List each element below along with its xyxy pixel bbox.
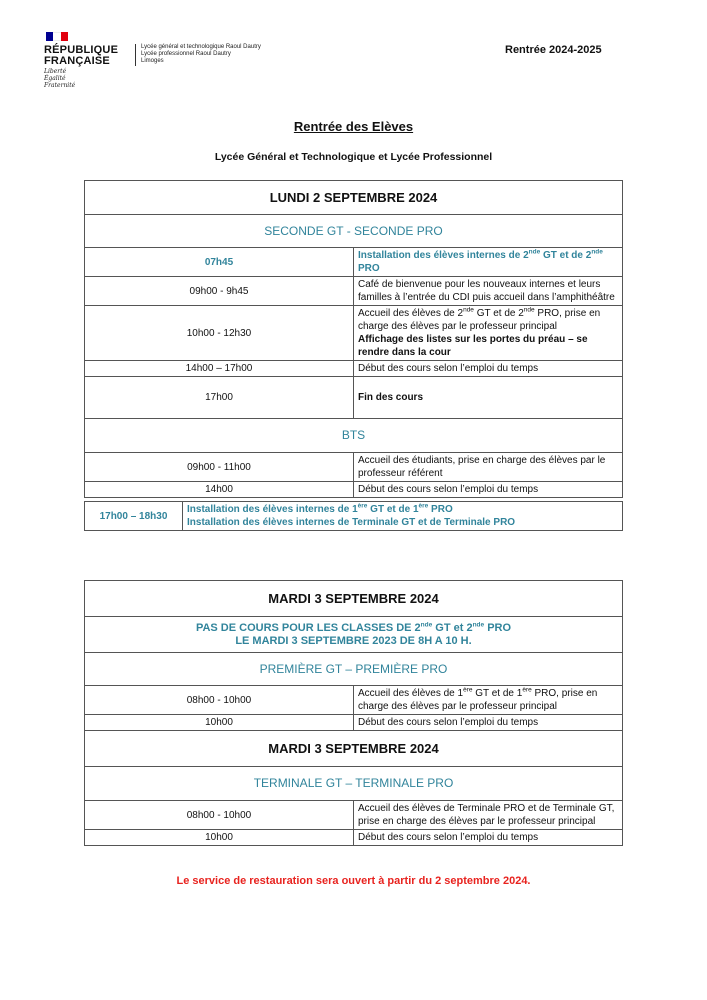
school-year: Rentrée 2024-2025 [505, 44, 602, 56]
activity-cell: Accueil des élèves de 1ère GT et de 1ère PRO, prise en charge des élèves par le professeur principal [354, 686, 623, 715]
table-row [85, 731, 623, 767]
tuesday-schedule-table [84, 580, 623, 846]
day-header: MARDI 3 SEPTEMBRE 2024 [85, 731, 623, 767]
time-cell: 10h00 [85, 830, 354, 846]
school-name: Lycée général et technologique Raoul Dautry Lycée professionnel Raoul Dautry Limoges [141, 44, 261, 64]
time-cell: 09h00 - 11h00 [85, 453, 354, 482]
table-row [85, 181, 623, 215]
activity-cell: Début des cours selon l’emploi du temps [354, 361, 623, 377]
time-cell: 10h00 - 12h30 [85, 306, 354, 361]
time-cell: 17h00 [85, 377, 354, 419]
time-cell: 09h00 - 9h45 [85, 277, 354, 306]
activity-cell: Accueil des étudiants, prise en charge des élèves par le professeur référent [354, 453, 623, 482]
time-cell: 07h45 [85, 248, 354, 277]
activity-cell: Installation des élèves internes de 2nde GT et de 2nde PRO [354, 248, 623, 277]
table-row [85, 453, 623, 482]
time-cell: 14h00 – 17h00 [85, 361, 354, 377]
section-header: SECONDE GT - SECONDE PRO [85, 215, 623, 248]
table-row [85, 801, 623, 830]
table-row [85, 502, 623, 531]
table-row [85, 248, 623, 277]
restaurant-notice: Le service de restauration sera ouvert à partir du 2 septembre 2024. [176, 875, 531, 887]
table-row [85, 419, 623, 453]
section-header: TERMINALE GT – TERMINALE PRO [85, 767, 623, 801]
table-row [85, 277, 623, 306]
no-class-notice: PAS DE COURS POUR LES CLASSES DE 2nde GT et 2nde PRO LE MARDI 3 SEPTEMBRE 2023 DE 8H A 10 H. [85, 617, 623, 653]
activity-cell: Fin des cours [354, 377, 623, 419]
monday-schedule-table [84, 180, 623, 498]
table-row [85, 767, 623, 801]
time-cell: 14h00 [85, 482, 354, 498]
table-row [85, 653, 623, 686]
activity-cell: Accueil des élèves de 2nde GT et de 2nde PRO, prise en charge des élèves par le professeur principal Affichage des listes sur les portes du préau – se rendre dans la cour [354, 306, 623, 361]
page-title: Rentrée des Elèves [293, 119, 414, 134]
table-row [85, 617, 623, 653]
table-row [85, 830, 623, 846]
republic-motto: Liberté Égalité Fraternité [44, 68, 76, 89]
table-row [85, 715, 623, 731]
marianne-flag-logo [46, 32, 68, 41]
table-row [85, 581, 623, 617]
table-row [85, 361, 623, 377]
time-cell: 10h00 [85, 715, 354, 731]
activity-cell: Installation des élèves internes de 1ère GT et de 1ère PRO Installation des élèves internes de Terminale GT et de Terminale PRO [183, 502, 623, 531]
francaise-label: FRANÇAISE [44, 55, 110, 67]
day-header: MARDI 3 SEPTEMBRE 2024 [85, 581, 623, 617]
table-row [85, 306, 623, 361]
header-divider [135, 44, 136, 66]
activity-cell: Café de bienvenue pour les nouveaux internes et leurs familles à l’entrée du CDI puis accueil dans l’amphithéâtre [354, 277, 623, 306]
page-subtitle: Lycée Général et Technologique et Lycée Professionnel [214, 151, 493, 163]
section-header: BTS [85, 419, 623, 453]
day-header: LUNDI 2 SEPTEMBRE 2024 [85, 181, 623, 215]
table-row [85, 377, 623, 419]
activity-cell: Accueil des élèves de Terminale PRO et de Terminale GT, prise en charge des élèves par le professeur principal [354, 801, 623, 830]
time-cell: 17h00 – 18h30 [85, 502, 183, 531]
table-row [85, 482, 623, 498]
activity-cell: Début des cours selon l’emploi du temps [354, 482, 623, 498]
time-cell: 08h00 - 10h00 [85, 801, 354, 830]
republique-label: RÉPUBLIQUE [44, 44, 119, 56]
activity-cell: Début des cours selon l’emploi du temps [354, 830, 623, 846]
table-row [85, 686, 623, 715]
section-header: PREMIÈRE GT – PREMIÈRE PRO [85, 653, 623, 686]
activity-cell: Début des cours selon l’emploi du temps [354, 715, 623, 731]
internes-schedule-table [84, 501, 623, 531]
time-cell: 08h00 - 10h00 [85, 686, 354, 715]
table-row [85, 215, 623, 248]
